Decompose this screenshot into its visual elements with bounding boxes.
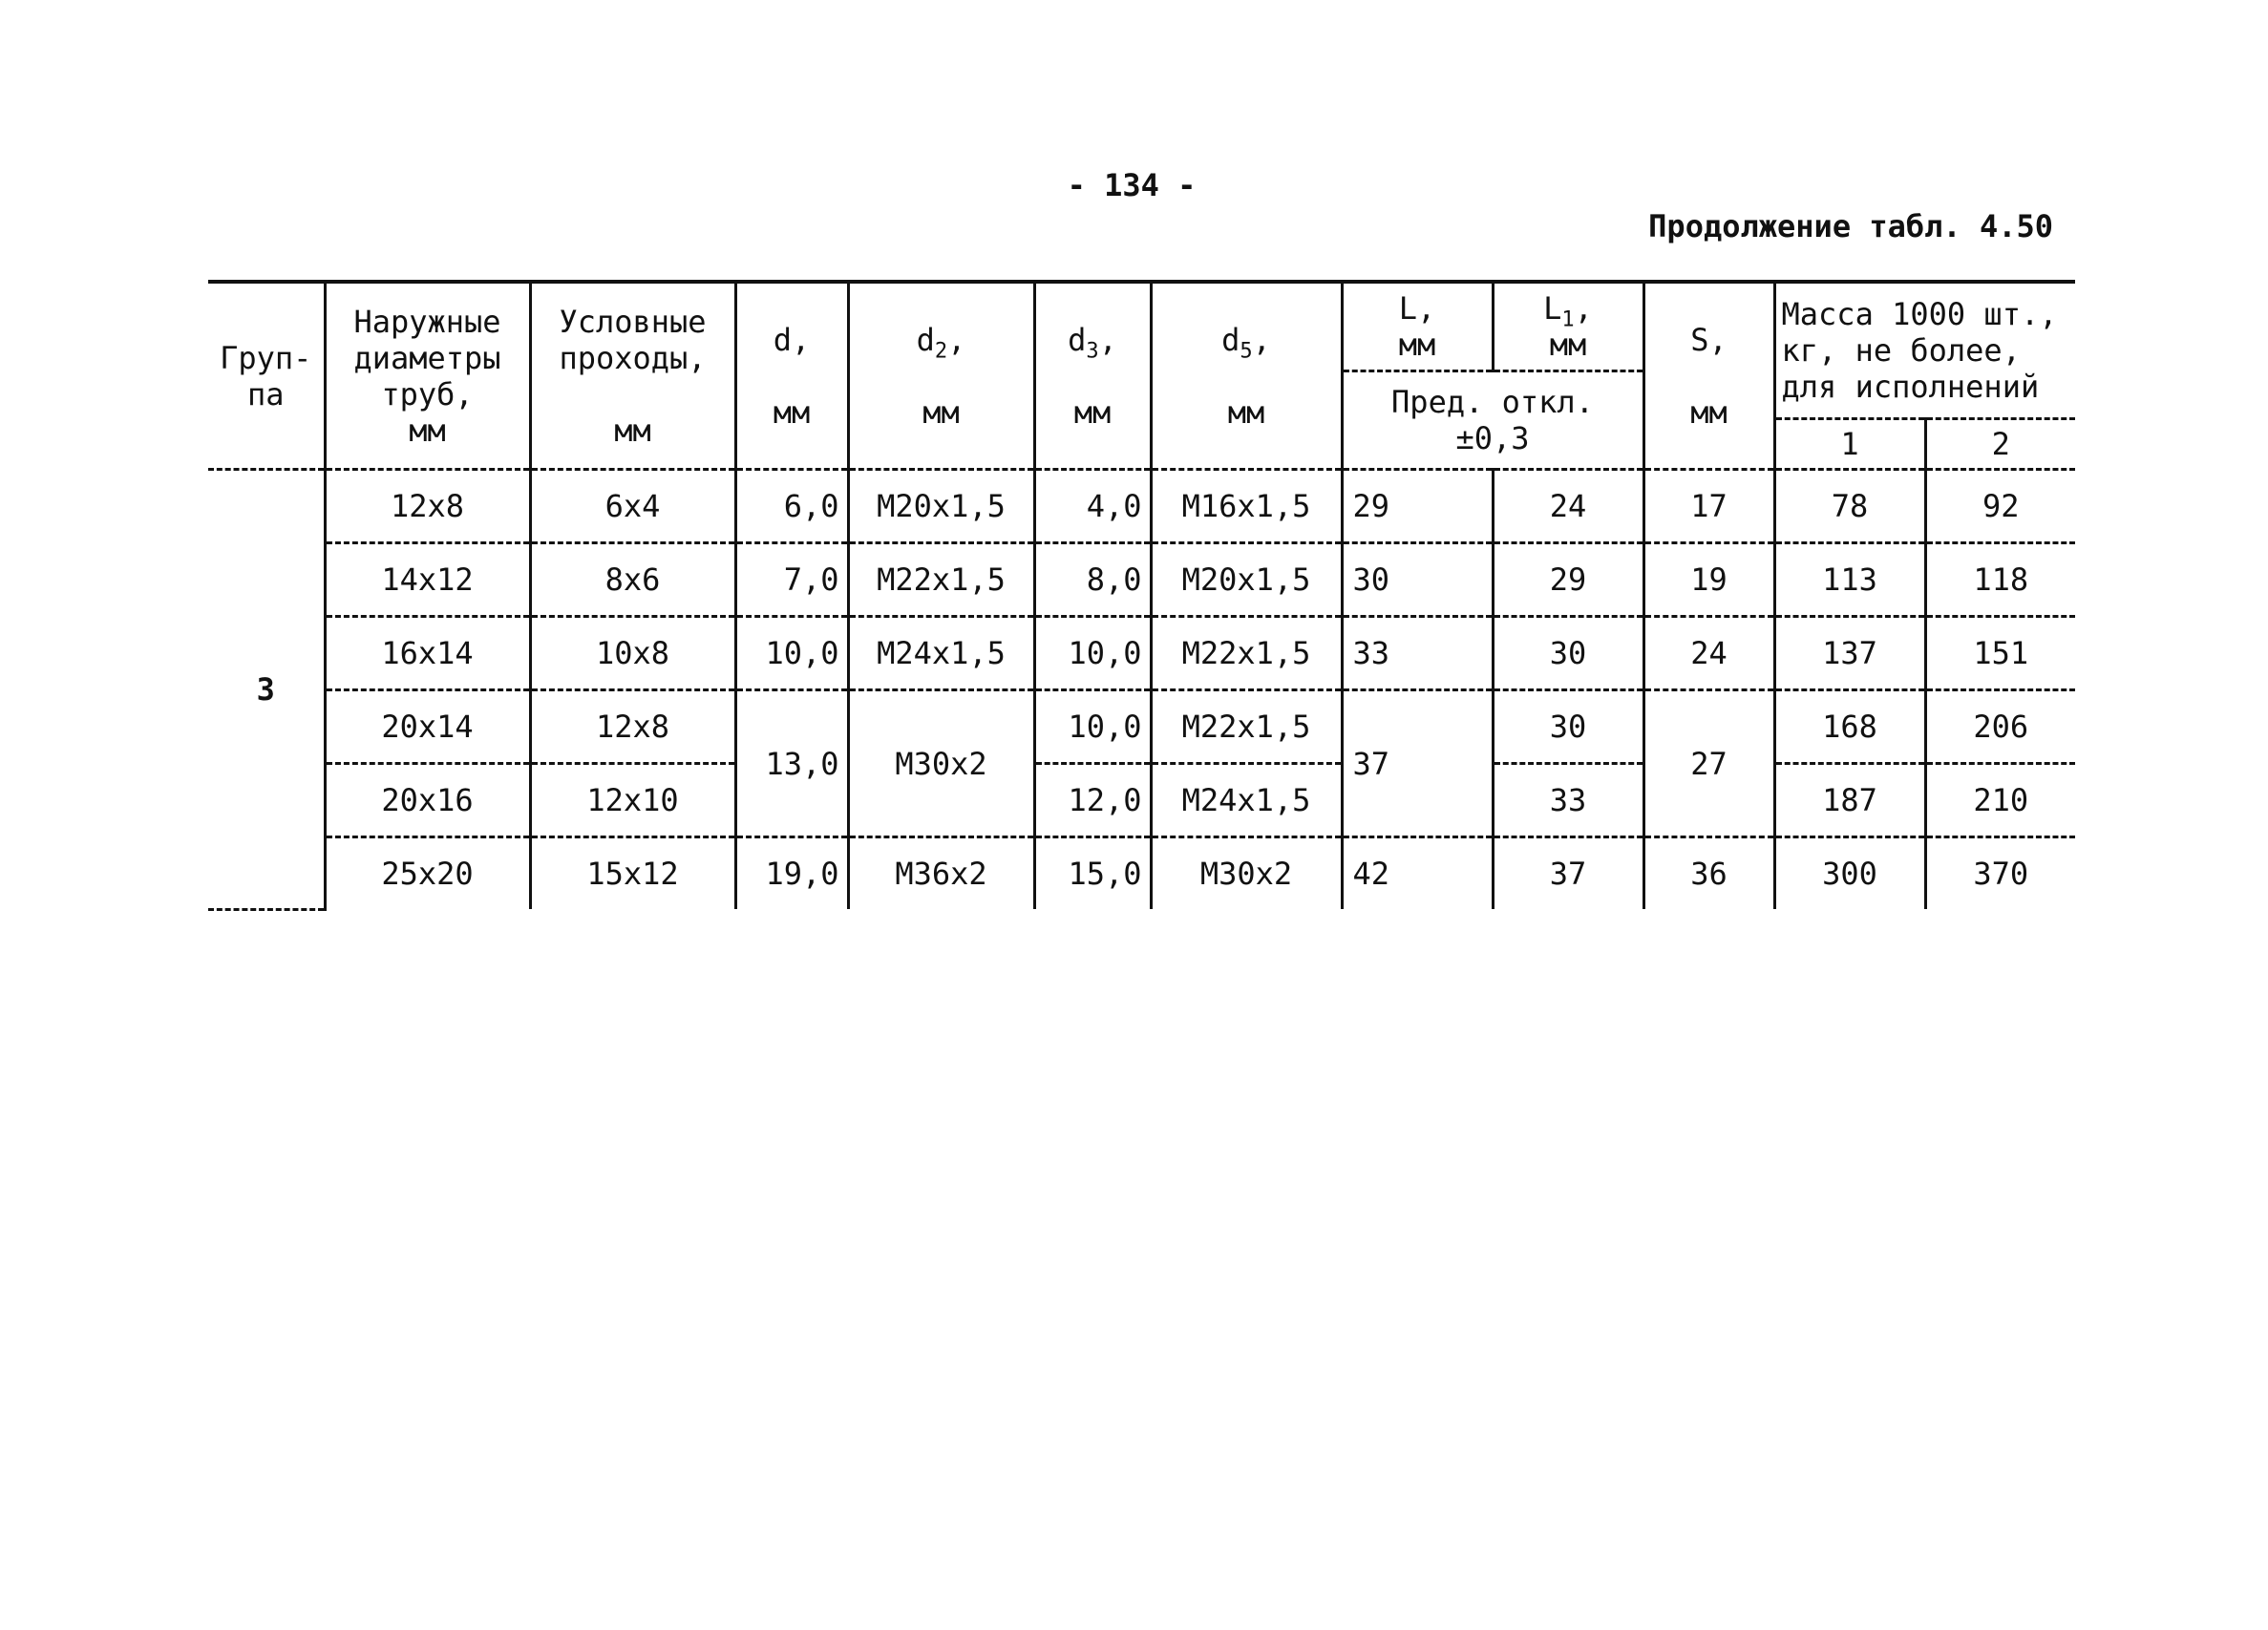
d2-cell: M36x2 [848,837,1034,910]
header-d: d, мм [735,282,848,470]
L-cell: 37 [1342,690,1493,837]
d5-cell: M20x1,5 [1151,543,1342,617]
L-cell: 33 [1342,617,1493,690]
mass-1-cell: 168 [1774,690,1925,764]
L1-cell: 24 [1493,470,1643,543]
nominal-bore-cell: 15x12 [530,837,735,910]
d-cell: 7,0 [735,543,848,617]
d5-cell: M16x1,5 [1151,470,1342,543]
S-cell: 19 [1643,543,1774,617]
nominal-bore-cell: 8x6 [530,543,735,617]
header-d2: $d_2$, мм [848,282,1034,470]
d5-cell: M22x1,5 [1151,617,1342,690]
mass-2-cell: 210 [1925,764,2075,837]
header-group: Груп- па [208,282,325,470]
S-cell: 27 [1643,690,1774,837]
table-row [208,470,2075,543]
outer-diameter-cell: 25x20 [325,837,530,910]
outer-diameter-cell: 12x8 [325,470,530,543]
d-cell: 13,0 [735,690,848,837]
L1-cell: 29 [1493,543,1643,617]
L-cell: 30 [1342,543,1493,617]
header-nominal-bore: Условные проходы, мм [530,282,735,470]
L1-cell: 30 [1493,617,1643,690]
table-row [208,543,2075,617]
d5-cell: M22x1,5 [1151,690,1342,764]
L1-cell: 37 [1493,837,1643,910]
S-cell: 24 [1643,617,1774,690]
mass-1-cell: 78 [1774,470,1925,543]
L-cell: 42 [1342,837,1493,910]
header-mass-2: 2 [1925,419,2075,470]
outer-diameter-cell: 16x14 [325,617,530,690]
mass-2-cell: 92 [1925,470,2075,543]
outer-diameter-cell: 20x14 [325,690,530,764]
table-row [208,837,2075,910]
L1-cell: 30 [1493,690,1643,764]
S-cell: 36 [1643,837,1774,910]
d3-cell: 10,0 [1034,690,1151,764]
mass-2-cell: 206 [1925,690,2075,764]
table-row [208,764,2075,837]
d-cell: 19,0 [735,837,848,910]
header-mass-1: 1 [1774,419,1925,470]
group-cell: 3 [208,470,325,910]
d2-cell: M22x1,5 [848,543,1034,617]
mass-1-cell: 137 [1774,617,1925,690]
d2-cell: M24x1,5 [848,617,1034,690]
spec-table [208,280,2075,911]
mass-2-cell: 370 [1925,837,2075,910]
header-d5: $d_5$, мм [1151,282,1342,470]
header-S: S, мм [1643,282,1774,470]
header-d3: $d_3$, мм [1034,282,1151,470]
d2-cell: M30x2 [848,690,1034,837]
table-row [208,690,2075,764]
nominal-bore-cell: 6x4 [530,470,735,543]
L1-cell: 33 [1493,764,1643,837]
d3-cell: 8,0 [1034,543,1151,617]
d-cell: 10,0 [735,617,848,690]
d-cell: 6,0 [735,470,848,543]
d2-cell: M20x1,5 [848,470,1034,543]
mass-1-cell: 113 [1774,543,1925,617]
d3-cell: 12,0 [1034,764,1151,837]
header-tolerance: Пред. откл. ±0,3 [1342,371,1643,470]
mass-1-cell: 300 [1774,837,1925,910]
d3-cell: 4,0 [1034,470,1151,543]
header-outer-diameter: Наружные диаметры труб, мм [325,282,530,470]
nominal-bore-cell: 12x10 [530,764,735,837]
mass-2-cell: 118 [1925,543,2075,617]
nominal-bore-cell: 12x8 [530,690,735,764]
table-row [208,617,2075,690]
nominal-bore-cell: 10x8 [530,617,735,690]
d3-cell: 15,0 [1034,837,1151,910]
header-L1: $L_1$, мм [1493,282,1643,371]
table-caption: Продолжение табл. 4.50 [1648,208,2053,244]
header-mass: Масса 1000 шт., кг, не более, для исполнений [1774,282,2075,419]
outer-diameter-cell: 14x12 [325,543,530,617]
page-number: - 134 - [1067,167,1197,203]
S-cell: 17 [1643,470,1774,543]
mass-1-cell: 187 [1774,764,1925,837]
outer-diameter-cell: 20x16 [325,764,530,837]
d3-cell: 10,0 [1034,617,1151,690]
d5-cell: M24x1,5 [1151,764,1342,837]
mass-2-cell: 151 [1925,617,2075,690]
header-L: L, мм [1342,282,1493,371]
d5-cell: M30x2 [1151,837,1342,910]
L-cell: 29 [1342,470,1493,543]
